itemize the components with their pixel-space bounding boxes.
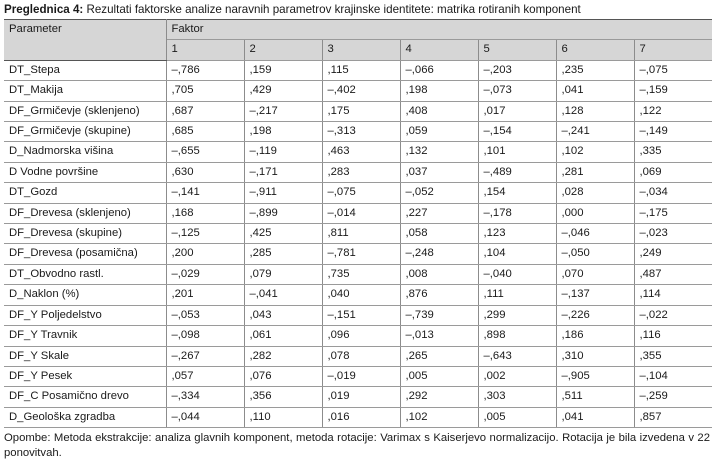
header-factor-1: 1 — [166, 40, 244, 60]
loading-cell-factor-3: ,115 — [322, 60, 400, 80]
loading-cell-factor-4: –,739 — [400, 305, 478, 325]
loading-cell-factor-3: ,096 — [322, 326, 400, 346]
table-row — [4, 122, 712, 142]
loading-cell-factor-4: ,227 — [400, 203, 478, 223]
header-row-factors — [4, 40, 712, 60]
loading-cell-factor-4: ,132 — [400, 142, 478, 162]
loading-cell-factor-3: ,175 — [322, 101, 400, 121]
loading-cell-factor-3: ,078 — [322, 346, 400, 366]
loading-cell-factor-1: –,053 — [166, 305, 244, 325]
table-row — [4, 81, 712, 101]
parameter-name-cell: DF_Y Poljedelstvo — [4, 305, 166, 325]
loading-cell-factor-6: –,241 — [556, 122, 634, 142]
loading-cell-factor-6: ,028 — [556, 183, 634, 203]
loading-cell-factor-6: –,050 — [556, 244, 634, 264]
loading-cell-factor-1: ,168 — [166, 203, 244, 223]
loading-cell-factor-2: ,285 — [244, 244, 322, 264]
loading-cell-factor-6: ,235 — [556, 60, 634, 80]
header-row-top — [4, 20, 712, 40]
loading-cell-factor-2: ,356 — [244, 387, 322, 407]
loading-cell-factor-6: ,070 — [556, 264, 634, 284]
table-row — [4, 407, 712, 427]
loading-cell-factor-1: ,685 — [166, 122, 244, 142]
loading-cell-factor-6: ,186 — [556, 326, 634, 346]
loading-cell-factor-7: –,159 — [634, 81, 712, 101]
loading-cell-factor-1: –,334 — [166, 387, 244, 407]
loading-cell-factor-5: –,643 — [478, 346, 556, 366]
header-factor-4: 4 — [400, 40, 478, 60]
loading-cell-factor-3: –,402 — [322, 81, 400, 101]
loading-cell-factor-6: ,041 — [556, 81, 634, 101]
loading-cell-factor-7: –,075 — [634, 60, 712, 80]
component-matrix-table — [4, 19, 712, 428]
parameter-name-cell: DF_Y Travnik — [4, 326, 166, 346]
header-factor-7: 7 — [634, 40, 712, 60]
table-footnote: Opombe: Metoda ekstrakcije: analiza glavnih komponent, metoda rotacije: Varimax s Kaiserjevo normalizacijo. Rotacija je bila izvedena v 22 ponovitvah. — [4, 432, 710, 459]
parameter-name-cell: DF_Y Pesek — [4, 366, 166, 386]
loading-cell-factor-7: ,116 — [634, 326, 712, 346]
loading-cell-factor-3: ,735 — [322, 264, 400, 284]
loading-cell-factor-7: –,175 — [634, 203, 712, 223]
loading-cell-factor-6: ,041 — [556, 407, 634, 427]
loading-cell-factor-3: ,040 — [322, 285, 400, 305]
parameter-name-cell: DT_Obvodno rastl. — [4, 264, 166, 284]
loading-cell-factor-5: –,154 — [478, 122, 556, 142]
loading-cell-factor-6: ,000 — [556, 203, 634, 223]
loading-cell-factor-2: ,079 — [244, 264, 322, 284]
loading-cell-factor-2: ,061 — [244, 326, 322, 346]
loading-cell-factor-5: –,178 — [478, 203, 556, 223]
loading-cell-factor-1: –,125 — [166, 224, 244, 244]
loading-cell-factor-2: ,425 — [244, 224, 322, 244]
loading-cell-factor-7: ,355 — [634, 346, 712, 366]
table-row — [4, 142, 712, 162]
loading-cell-factor-3: –,313 — [322, 122, 400, 142]
loading-cell-factor-2: ,282 — [244, 346, 322, 366]
loading-cell-factor-1: ,705 — [166, 81, 244, 101]
header-faktor: Faktor — [166, 20, 712, 40]
loading-cell-factor-3: –,014 — [322, 203, 400, 223]
loading-cell-factor-2: ,198 — [244, 122, 322, 142]
loading-cell-factor-4: ,265 — [400, 346, 478, 366]
loading-cell-factor-7: ,122 — [634, 101, 712, 121]
table-row — [4, 203, 712, 223]
header-parameter: Parameter — [4, 20, 166, 40]
loading-cell-factor-7: –,259 — [634, 387, 712, 407]
loading-cell-factor-6: ,511 — [556, 387, 634, 407]
loading-cell-factor-1: –,098 — [166, 326, 244, 346]
loading-cell-factor-5: ,154 — [478, 183, 556, 203]
loading-cell-factor-7: ,487 — [634, 264, 712, 284]
loading-cell-factor-1: ,200 — [166, 244, 244, 264]
header-empty — [4, 40, 166, 60]
loading-cell-factor-2: –,217 — [244, 101, 322, 121]
table-row — [4, 305, 712, 325]
loading-cell-factor-1: –,141 — [166, 183, 244, 203]
loading-cell-factor-7: –,034 — [634, 183, 712, 203]
parameter-name-cell: DF_Grmičevje (skupine) — [4, 122, 166, 142]
table-row — [4, 264, 712, 284]
table-row — [4, 162, 712, 182]
loading-cell-factor-4: –,248 — [400, 244, 478, 264]
loading-cell-factor-4: ,408 — [400, 101, 478, 121]
loading-cell-factor-3: ,019 — [322, 387, 400, 407]
loading-cell-factor-4: –,013 — [400, 326, 478, 346]
loading-cell-factor-2: ,043 — [244, 305, 322, 325]
loading-cell-factor-2: –,899 — [244, 203, 322, 223]
loading-cell-factor-5: ,123 — [478, 224, 556, 244]
loading-cell-factor-5: ,111 — [478, 285, 556, 305]
loading-cell-factor-4: ,058 — [400, 224, 478, 244]
loading-cell-factor-5: –,073 — [478, 81, 556, 101]
table-row — [4, 244, 712, 264]
parameter-name-cell: DF_Drevesa (sklenjeno) — [4, 203, 166, 223]
parameter-name-cell: D_Geološka zgradba — [4, 407, 166, 427]
loading-cell-factor-4: –,052 — [400, 183, 478, 203]
loading-cell-factor-3: –,019 — [322, 366, 400, 386]
loading-cell-factor-6: –,226 — [556, 305, 634, 325]
loading-cell-factor-5: ,303 — [478, 387, 556, 407]
loading-cell-factor-7: ,335 — [634, 142, 712, 162]
loading-cell-factor-2: –,041 — [244, 285, 322, 305]
loading-cell-factor-5: ,299 — [478, 305, 556, 325]
loading-cell-factor-1: –,029 — [166, 264, 244, 284]
loading-cell-factor-4: ,059 — [400, 122, 478, 142]
loading-cell-factor-6: ,128 — [556, 101, 634, 121]
loading-cell-factor-5: ,017 — [478, 101, 556, 121]
loading-cell-factor-3: ,463 — [322, 142, 400, 162]
loading-cell-factor-3: –,075 — [322, 183, 400, 203]
caption-label: Preglednica 4: — [4, 3, 84, 16]
loading-cell-factor-4: –,066 — [400, 60, 478, 80]
loading-cell-factor-7: ,114 — [634, 285, 712, 305]
loading-cell-factor-4: ,876 — [400, 285, 478, 305]
loading-cell-factor-3: –,781 — [322, 244, 400, 264]
loading-cell-factor-6: ,281 — [556, 162, 634, 182]
loading-cell-factor-7: –,104 — [634, 366, 712, 386]
table-row — [4, 285, 712, 305]
caption-text: Rezultati faktorske analize naravnih parametrov krajinske identitete: matrika rotiranih komponent — [83, 3, 581, 16]
loading-cell-factor-4: ,292 — [400, 387, 478, 407]
parameter-name-cell: D Vodne površine — [4, 162, 166, 182]
loading-cell-factor-6: –,905 — [556, 366, 634, 386]
table-row — [4, 387, 712, 407]
loading-cell-factor-1: –,044 — [166, 407, 244, 427]
loading-cell-factor-5: –,040 — [478, 264, 556, 284]
loading-cell-factor-4: ,008 — [400, 264, 478, 284]
loading-cell-factor-4: ,037 — [400, 162, 478, 182]
table-row — [4, 183, 712, 203]
table-row — [4, 366, 712, 386]
loading-cell-factor-2: –,119 — [244, 142, 322, 162]
loading-cell-factor-6: ,310 — [556, 346, 634, 366]
loading-cell-factor-5: –,489 — [478, 162, 556, 182]
loading-cell-factor-7: –,022 — [634, 305, 712, 325]
table-row — [4, 326, 712, 346]
loading-cell-factor-5: ,898 — [478, 326, 556, 346]
table-row — [4, 346, 712, 366]
table-caption — [4, 2, 712, 17]
parameter-name-cell: DT_Gozd — [4, 183, 166, 203]
parameter-name-cell: DF_Y Skale — [4, 346, 166, 366]
loading-cell-factor-3: ,811 — [322, 224, 400, 244]
loading-cell-factor-1: ,630 — [166, 162, 244, 182]
loading-cell-factor-3: –,151 — [322, 305, 400, 325]
loading-cell-factor-5: ,002 — [478, 366, 556, 386]
loading-cell-factor-4: ,102 — [400, 407, 478, 427]
parameter-name-cell: DF_Grmičevje (sklenjeno) — [4, 101, 166, 121]
header-factor-3: 3 — [322, 40, 400, 60]
loading-cell-factor-5: –,203 — [478, 60, 556, 80]
loading-cell-factor-1: ,201 — [166, 285, 244, 305]
parameter-name-cell: D_Nadmorska višina — [4, 142, 166, 162]
parameter-name-cell: D_Naklon (%) — [4, 285, 166, 305]
loading-cell-factor-6: ,102 — [556, 142, 634, 162]
loading-cell-factor-4: ,005 — [400, 366, 478, 386]
parameter-name-cell: DF_C Posamično drevo — [4, 387, 166, 407]
loading-cell-factor-7: –,149 — [634, 122, 712, 142]
loading-cell-factor-6: –,137 — [556, 285, 634, 305]
loading-cell-factor-1: ,057 — [166, 366, 244, 386]
parameter-name-cell: DT_Makija — [4, 81, 166, 101]
table-row — [4, 224, 712, 244]
loading-cell-factor-7: ,069 — [634, 162, 712, 182]
table-body — [4, 60, 712, 427]
loading-cell-factor-7: ,857 — [634, 407, 712, 427]
loading-cell-factor-2: ,429 — [244, 81, 322, 101]
table-row — [4, 101, 712, 121]
header-factor-5: 5 — [478, 40, 556, 60]
loading-cell-factor-7: –,023 — [634, 224, 712, 244]
table-row — [4, 60, 712, 80]
loading-cell-factor-7: ,249 — [634, 244, 712, 264]
header-factor-6: 6 — [556, 40, 634, 60]
loading-cell-factor-6: –,046 — [556, 224, 634, 244]
parameter-name-cell: DT_Stepa — [4, 60, 166, 80]
loading-cell-factor-2: ,159 — [244, 60, 322, 80]
loading-cell-factor-2: –,911 — [244, 183, 322, 203]
header-factor-2: 2 — [244, 40, 322, 60]
loading-cell-factor-1: –,655 — [166, 142, 244, 162]
loading-cell-factor-5: ,101 — [478, 142, 556, 162]
loading-cell-factor-3: ,283 — [322, 162, 400, 182]
loading-cell-factor-1: ,687 — [166, 101, 244, 121]
loading-cell-factor-2: ,110 — [244, 407, 322, 427]
parameter-name-cell: DF_Drevesa (posamična) — [4, 244, 166, 264]
loading-cell-factor-4: ,198 — [400, 81, 478, 101]
loading-cell-factor-1: –,267 — [166, 346, 244, 366]
loading-cell-factor-5: ,104 — [478, 244, 556, 264]
loading-cell-factor-3: ,016 — [322, 407, 400, 427]
loading-cell-factor-5: ,005 — [478, 407, 556, 427]
loading-cell-factor-2: ,076 — [244, 366, 322, 386]
parameter-name-cell: DF_Drevesa (skupine) — [4, 224, 166, 244]
loading-cell-factor-2: –,171 — [244, 162, 322, 182]
loading-cell-factor-1: –,786 — [166, 60, 244, 80]
